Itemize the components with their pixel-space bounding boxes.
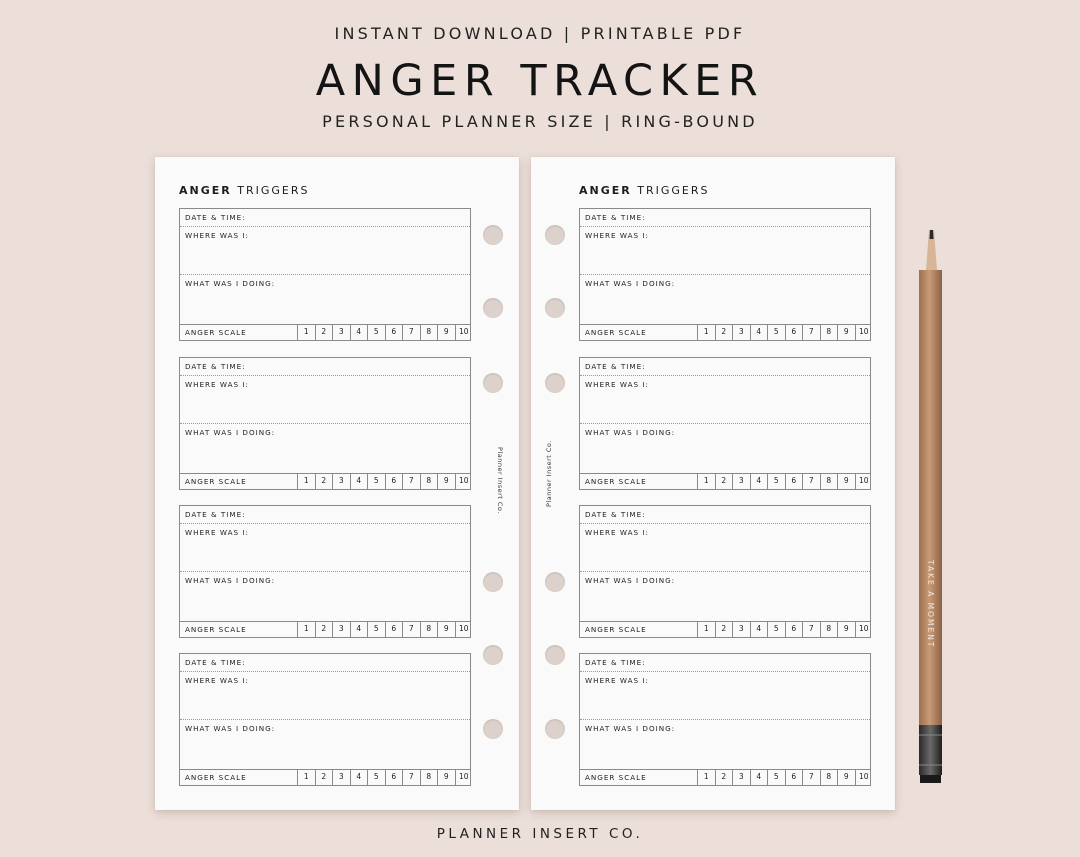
scale-option-2[interactable]: 2	[315, 324, 333, 341]
scale-option-9[interactable]: 9	[437, 324, 455, 341]
header-title: ANGER TRACKER	[315, 56, 765, 106]
scale-option-6[interactable]: 6	[785, 769, 803, 786]
scale-option-9[interactable]: 9	[437, 473, 455, 490]
where-field[interactable]	[580, 672, 870, 720]
anger-scale-row	[580, 324, 870, 341]
scale-option-10[interactable]: 10	[855, 324, 873, 341]
anger-entry	[579, 357, 871, 490]
anger-scale-label: ANGER SCALE	[185, 773, 247, 782]
where-label: WHERE WAS I:	[185, 676, 249, 685]
anger-scale-label: ANGER SCALE	[185, 625, 247, 634]
anger-scale-label: ANGER SCALE	[585, 625, 647, 634]
page-title	[179, 184, 309, 197]
scale-option-4[interactable]: 4	[750, 473, 768, 490]
scale-option-6[interactable]: 6	[385, 473, 403, 490]
doing-field[interactable]	[180, 572, 470, 621]
scale-option-8[interactable]: 8	[420, 769, 438, 786]
punch-hole	[545, 373, 565, 393]
punch-hole	[545, 572, 565, 592]
planner-page-right	[531, 157, 895, 810]
page-title-light: TRIGGERS	[237, 184, 310, 197]
scale-option-2[interactable]: 2	[315, 621, 333, 638]
scale-option-2[interactable]: 2	[715, 473, 733, 490]
planner-page-left	[155, 157, 519, 810]
where-field[interactable]	[180, 227, 470, 275]
where-label: WHERE WAS I:	[185, 380, 249, 389]
scale-option-1[interactable]: 1	[697, 473, 715, 490]
doing-field[interactable]	[180, 720, 470, 769]
anger-scale	[297, 473, 472, 490]
scale-option-6[interactable]: 6	[385, 324, 403, 341]
anger-scale-label: ANGER SCALE	[585, 477, 647, 486]
punch-hole	[545, 645, 565, 665]
scale-option-1[interactable]: 1	[297, 769, 315, 786]
scale-option-6[interactable]: 6	[785, 324, 803, 341]
scale-option-9[interactable]: 9	[837, 324, 855, 341]
anger-entry	[179, 653, 471, 786]
anger-scale-row	[580, 769, 870, 786]
where-field[interactable]	[580, 376, 870, 424]
date-time-label: DATE & TIME:	[585, 213, 646, 222]
doing-label: WHAT WAS I DOING:	[185, 576, 276, 585]
scale-option-2[interactable]: 2	[715, 769, 733, 786]
where-field[interactable]	[180, 672, 470, 720]
date-time-label: DATE & TIME:	[585, 510, 646, 519]
scale-option-5[interactable]: 5	[767, 621, 785, 638]
scale-option-10[interactable]: 10	[455, 324, 473, 341]
scale-option-5[interactable]: 5	[367, 769, 385, 786]
doing-label: WHAT WAS I DOING:	[585, 724, 676, 733]
scale-option-8[interactable]: 8	[820, 621, 838, 638]
where-field[interactable]	[580, 227, 870, 275]
scale-option-1[interactable]: 1	[297, 473, 315, 490]
doing-label: WHAT WAS I DOING:	[585, 576, 676, 585]
anger-scale	[297, 621, 472, 638]
where-field[interactable]	[180, 376, 470, 424]
anger-scale	[697, 769, 872, 786]
scale-option-1[interactable]: 1	[697, 324, 715, 341]
scale-option-4[interactable]: 4	[350, 473, 368, 490]
scale-option-4[interactable]: 4	[750, 324, 768, 341]
scale-option-6[interactable]: 6	[385, 769, 403, 786]
anger-scale-row	[580, 473, 870, 490]
scale-option-4[interactable]: 4	[750, 621, 768, 638]
scale-option-3[interactable]: 3	[732, 769, 750, 786]
punch-hole	[483, 719, 503, 739]
anger-scale-label: ANGER SCALE	[585, 773, 647, 782]
scale-option-9[interactable]: 9	[837, 473, 855, 490]
scale-option-5[interactable]: 5	[367, 621, 385, 638]
date-time-label: DATE & TIME:	[185, 362, 246, 371]
doing-field[interactable]	[180, 424, 470, 473]
scale-option-3[interactable]: 3	[732, 621, 750, 638]
scale-option-2[interactable]: 2	[715, 621, 733, 638]
scale-option-8[interactable]: 8	[420, 324, 438, 341]
anger-scale-label: ANGER SCALE	[185, 328, 247, 337]
scale-option-7[interactable]: 7	[802, 769, 820, 786]
where-label: WHERE WAS I:	[585, 528, 649, 537]
scale-option-7[interactable]: 7	[402, 324, 420, 341]
where-label: WHERE WAS I:	[185, 231, 249, 240]
pencil-imprint: TAKE A MOMENT	[926, 560, 935, 649]
doing-field[interactable]	[580, 572, 870, 621]
scale-option-4[interactable]: 4	[350, 621, 368, 638]
where-label: WHERE WAS I:	[585, 380, 649, 389]
where-field[interactable]	[180, 524, 470, 572]
doing-field[interactable]	[580, 275, 870, 324]
scale-option-6[interactable]: 6	[385, 621, 403, 638]
page-title	[579, 184, 709, 197]
date-time-field[interactable]	[180, 358, 470, 376]
anger-scale-row	[580, 621, 870, 638]
date-time-label: DATE & TIME:	[585, 658, 646, 667]
scale-option-3[interactable]: 3	[332, 324, 350, 341]
scale-option-3[interactable]: 3	[332, 473, 350, 490]
scale-option-7[interactable]: 7	[402, 473, 420, 490]
anger-scale-row	[180, 473, 470, 490]
scale-option-5[interactable]: 5	[767, 324, 785, 341]
doing-field[interactable]	[580, 424, 870, 473]
scale-option-2[interactable]: 2	[315, 769, 333, 786]
scale-option-10[interactable]: 10	[855, 621, 873, 638]
anger-entry	[179, 357, 471, 490]
scale-option-1[interactable]: 1	[297, 621, 315, 638]
anger-scale	[697, 621, 872, 638]
scale-option-10[interactable]: 10	[455, 769, 473, 786]
anger-entry	[579, 505, 871, 638]
date-time-label: DATE & TIME:	[185, 658, 246, 667]
punch-hole	[483, 572, 503, 592]
punch-hole	[545, 719, 565, 739]
doing-field[interactable]	[180, 275, 470, 324]
scale-option-5[interactable]: 5	[367, 324, 385, 341]
date-time-field[interactable]	[180, 654, 470, 672]
scale-option-4[interactable]: 4	[350, 769, 368, 786]
scale-option-3[interactable]: 3	[732, 324, 750, 341]
page-title-light: TRIGGERS	[637, 184, 710, 197]
page-title-bold: ANGER	[179, 184, 232, 197]
scale-option-9[interactable]: 9	[837, 769, 855, 786]
scale-option-1[interactable]: 1	[697, 621, 715, 638]
doing-label: WHAT WAS I DOING:	[185, 724, 276, 733]
anger-scale	[297, 769, 472, 786]
anger-scale-row	[180, 324, 470, 341]
punch-hole	[483, 298, 503, 318]
anger-entry	[579, 653, 871, 786]
scale-option-3[interactable]: 3	[332, 769, 350, 786]
brand-vertical: Planner Insert Co.	[545, 440, 553, 507]
date-time-label: DATE & TIME:	[585, 362, 646, 371]
scale-option-7[interactable]: 7	[802, 621, 820, 638]
scale-option-7[interactable]: 7	[402, 621, 420, 638]
punch-hole	[483, 373, 503, 393]
scale-option-10[interactable]: 10	[455, 473, 473, 490]
where-label: WHERE WAS I:	[585, 231, 649, 240]
scale-option-3[interactable]: 3	[732, 473, 750, 490]
header-subtitle: PERSONAL PLANNER SIZE | RING-BOUND	[322, 112, 758, 131]
scale-option-1[interactable]: 1	[697, 769, 715, 786]
scale-option-10[interactable]: 10	[455, 621, 473, 638]
scale-option-8[interactable]: 8	[420, 621, 438, 638]
anger-entry	[179, 208, 471, 341]
anger-scale-row	[180, 769, 470, 786]
scale-option-10[interactable]: 10	[855, 473, 873, 490]
anger-scale-label: ANGER SCALE	[185, 477, 247, 486]
date-time-field[interactable]	[180, 209, 470, 227]
scale-option-4[interactable]: 4	[350, 324, 368, 341]
scale-option-7[interactable]: 7	[802, 473, 820, 490]
doing-label: WHAT WAS I DOING:	[585, 279, 676, 288]
scale-option-5[interactable]: 5	[767, 769, 785, 786]
scale-option-8[interactable]: 8	[820, 769, 838, 786]
anger-scale-row	[180, 621, 470, 638]
date-time-field[interactable]	[580, 209, 870, 227]
date-time-field[interactable]	[580, 358, 870, 376]
doing-label: WHAT WAS I DOING:	[185, 279, 276, 288]
scale-option-9[interactable]: 9	[437, 769, 455, 786]
brand-vertical: Planner Insert Co.	[496, 447, 504, 514]
scale-option-10[interactable]: 10	[855, 769, 873, 786]
scale-option-6[interactable]: 6	[785, 473, 803, 490]
scale-option-4[interactable]: 4	[750, 769, 768, 786]
date-time-label: DATE & TIME:	[185, 213, 246, 222]
doing-field[interactable]	[580, 720, 870, 769]
footer-brand: PLANNER INSERT CO.	[436, 826, 644, 842]
scale-option-5[interactable]: 5	[767, 473, 785, 490]
scale-option-8[interactable]: 8	[820, 473, 838, 490]
scale-option-6[interactable]: 6	[785, 621, 803, 638]
scale-option-2[interactable]: 2	[315, 473, 333, 490]
anger-scale	[297, 324, 472, 341]
scale-option-7[interactable]: 7	[802, 324, 820, 341]
anger-scale-label: ANGER SCALE	[585, 328, 647, 337]
date-time-label: DATE & TIME:	[185, 510, 246, 519]
scale-option-1[interactable]: 1	[297, 324, 315, 341]
header-top-line: INSTANT DOWNLOAD | PRINTABLE PDF	[334, 24, 746, 43]
pencil-image	[903, 225, 963, 795]
where-label: WHERE WAS I:	[185, 528, 249, 537]
page-title-bold: ANGER	[579, 184, 632, 197]
scale-option-5[interactable]: 5	[367, 473, 385, 490]
punch-hole	[545, 298, 565, 318]
doing-label: WHAT WAS I DOING:	[185, 428, 276, 437]
scale-option-8[interactable]: 8	[420, 473, 438, 490]
scale-option-2[interactable]: 2	[715, 324, 733, 341]
scale-option-9[interactable]: 9	[437, 621, 455, 638]
scale-option-9[interactable]: 9	[837, 621, 855, 638]
date-time-field[interactable]	[580, 506, 870, 524]
doing-label: WHAT WAS I DOING:	[585, 428, 676, 437]
punch-hole	[483, 645, 503, 665]
scale-option-7[interactable]: 7	[402, 769, 420, 786]
where-field[interactable]	[580, 524, 870, 572]
date-time-field[interactable]	[180, 506, 470, 524]
punch-hole	[545, 225, 565, 245]
scale-option-8[interactable]: 8	[820, 324, 838, 341]
where-label: WHERE WAS I:	[585, 676, 649, 685]
scale-option-3[interactable]: 3	[332, 621, 350, 638]
anger-entry	[179, 505, 471, 638]
anger-scale	[697, 473, 872, 490]
anger-scale	[697, 324, 872, 341]
punch-hole	[483, 225, 503, 245]
date-time-field[interactable]	[580, 654, 870, 672]
anger-entry	[579, 208, 871, 341]
